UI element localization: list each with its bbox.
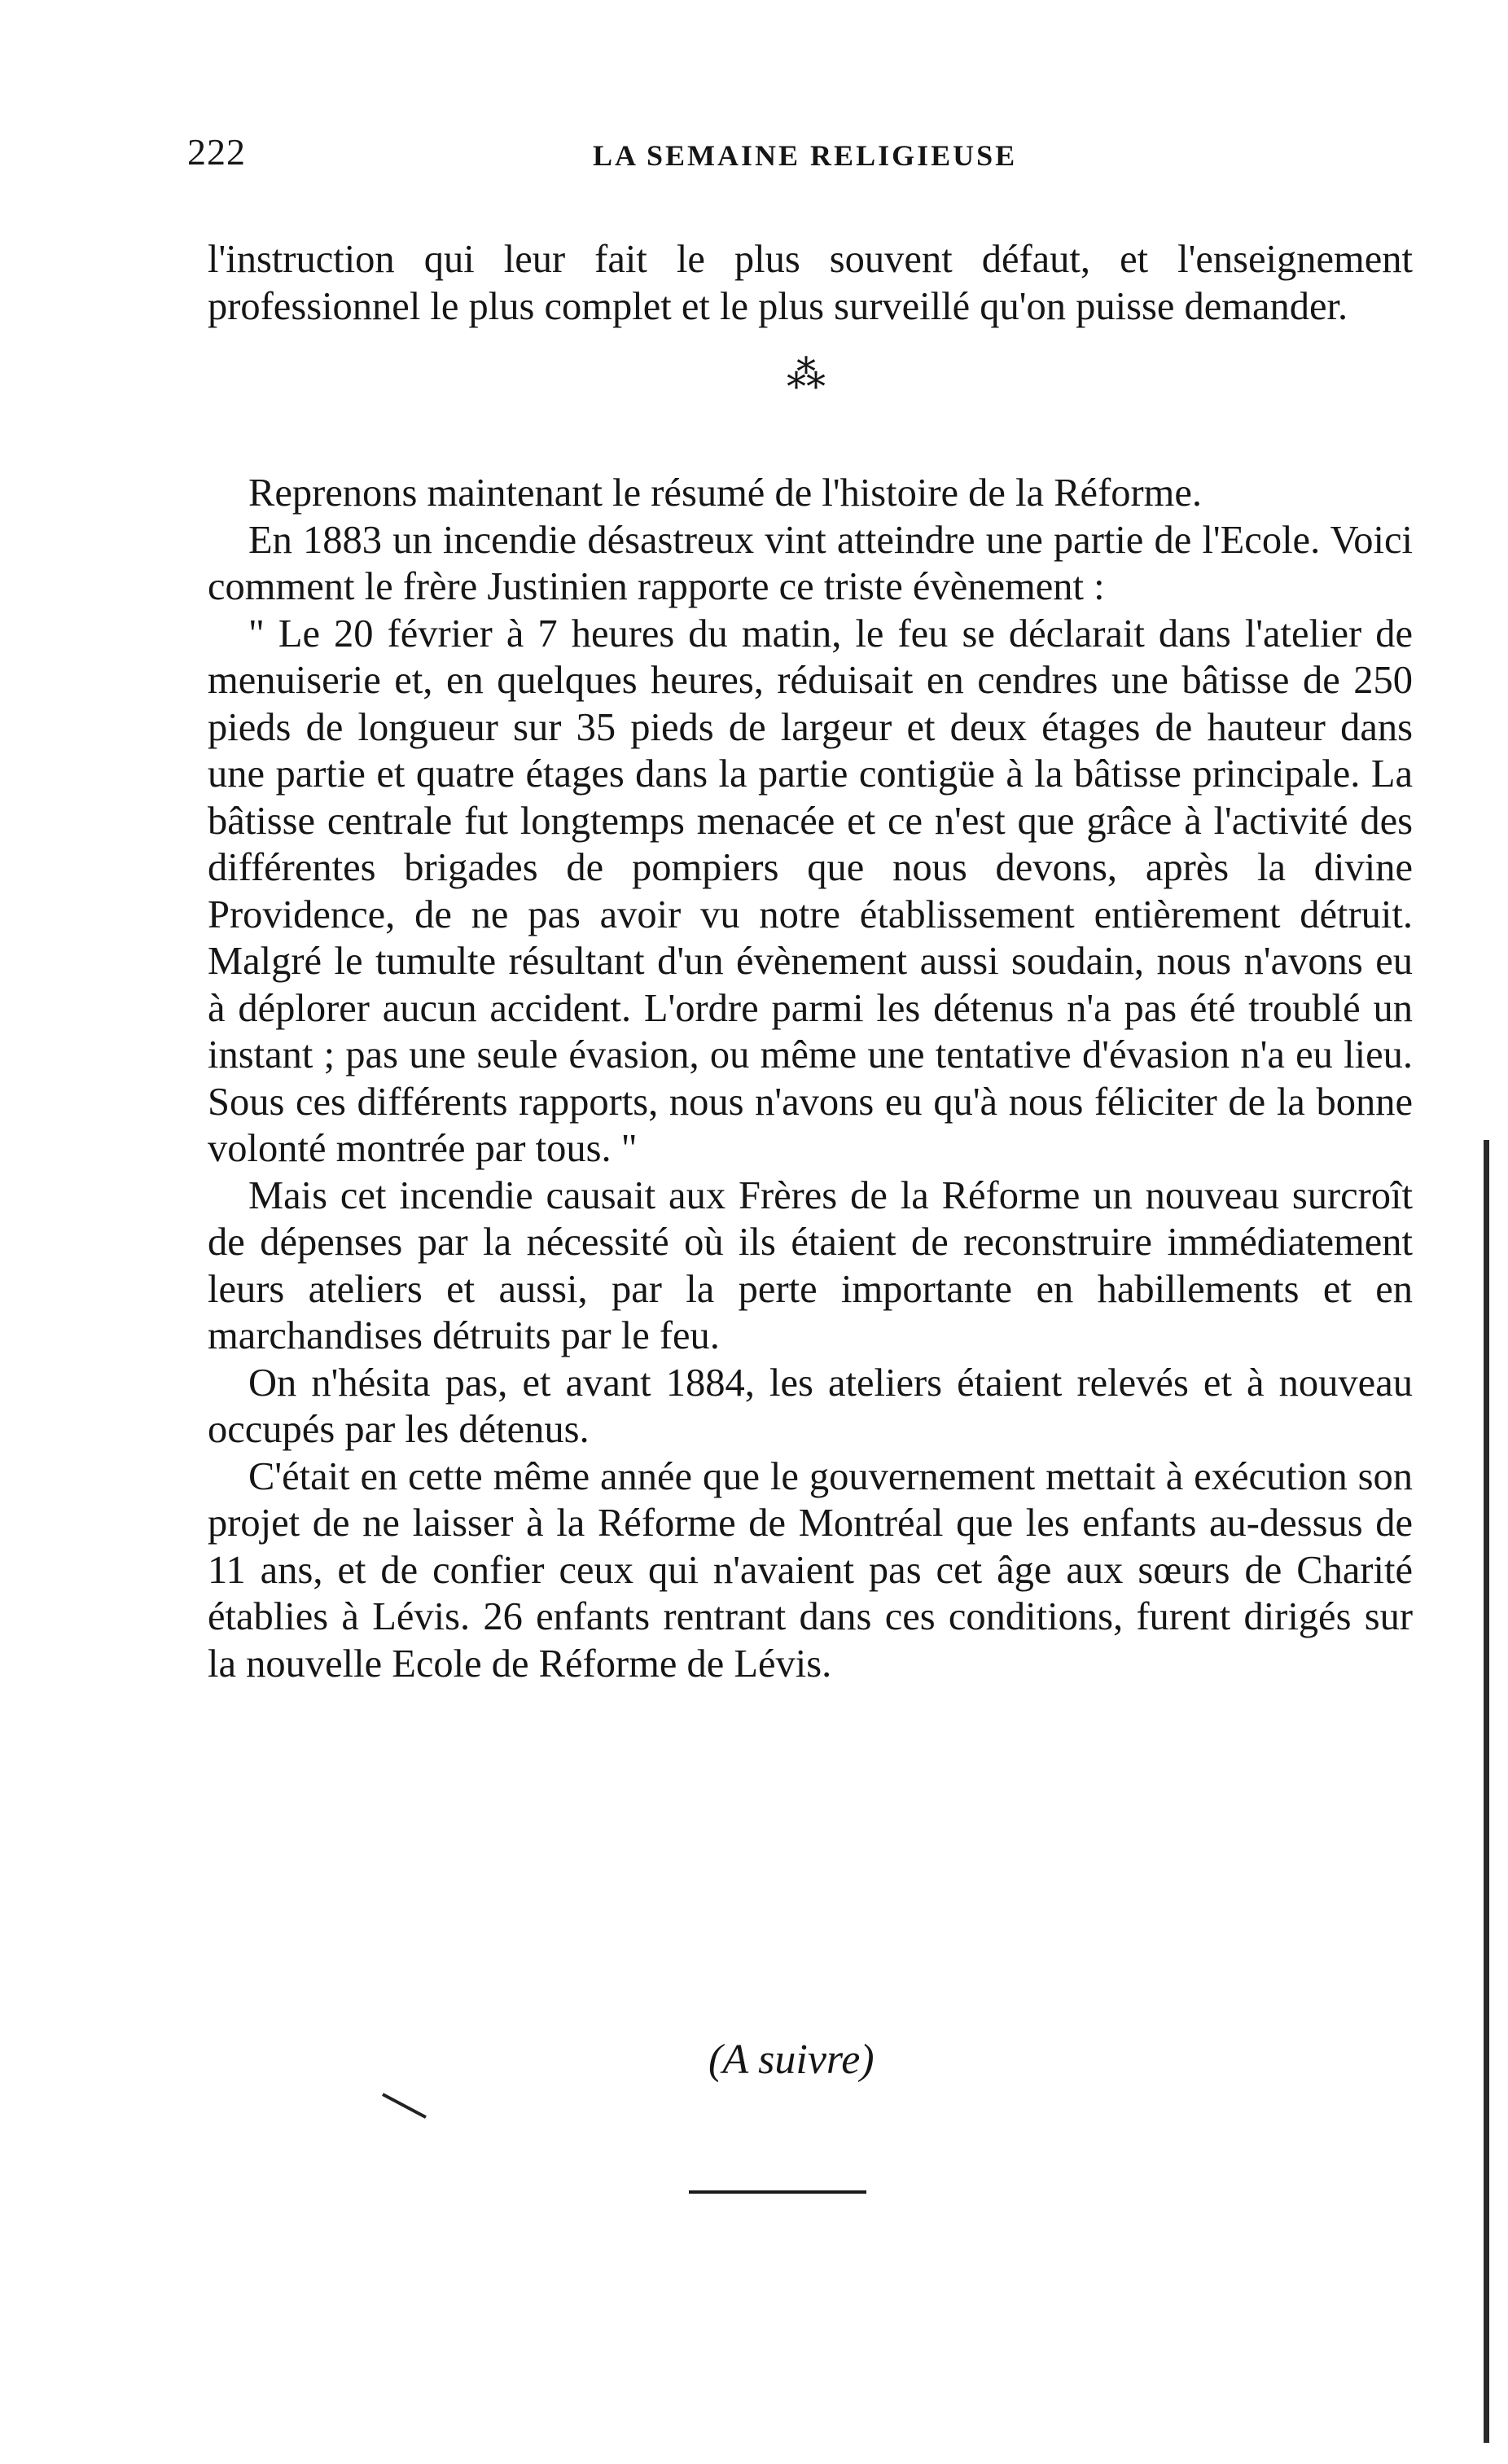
page-header (187, 122, 1409, 187)
page-number: 222 (187, 131, 246, 173)
stray-mark (382, 2093, 427, 2119)
article-body (208, 236, 1413, 1687)
paragraph-2: Reprenons maintenant le résumé de l'histoire de la Réforme. (248, 471, 1203, 515)
paragraph-5: Mais cet incendie causait aux Frères de la Réforme un nouveau surcroît de dépenses par la nécessité où ils étaient de reconstruire immédiatement leurs ateliers et aussi, par la perte importante en habillements et en marchandises détruits par le feu. (208, 1173, 1413, 1357)
end-rule (689, 2190, 866, 2194)
asterism-icon: ⁂ (787, 353, 826, 397)
paragraph-7: C'était en cette même année que le gouvernement mettait à exécution son projet de ne laisser à la Réforme de Montréal que les enfants au-dessus de 11 ans, et de confier ceux qui n'avaient pas cet âge aux sœurs de Charité établies à Lévis. 26 enfants rentrant dans ces conditions, furent dirigés sur la nouvelle Ecole de Réforme de Lévis. (208, 1454, 1413, 1686)
paragraph-6: On n'hésita pas, et avant 1884, les ateliers étaient relevés et à nouveau occupés par les détenus. (208, 1361, 1413, 1451)
to-be-continued-note: (A suivre) (708, 2037, 875, 2083)
paragraph-1: l'instruction qui leur fait le plus souvent défaut, et l'enseignement professionnel le plus complet et le plus surveillé qu'on puisse demander. (208, 238, 1413, 328)
section-separator (208, 330, 1413, 470)
running-title: LA SEMAINE RELIGIEUSE (593, 139, 1018, 172)
scan-edge-shadow (1484, 1140, 1489, 2443)
paragraph-4-quote: " Le 20 février à 7 heures du matin, le feu se déclarait dans l'atelier de menuiserie et, en quelques heures, réduisait en cendres une bâtisse de 250 pieds de longueur sur 35 pieds de largeur et deux étages de hauteur dans une partie et quatre étages dans la partie contigüe à la bâtisse principale. La bâtisse centrale fut longtemps menacée et ce n'est que grâce à l'activité des différentes brigades de pompiers que nous devons, après la divine Providence, de ne pas avoir vu notre établissement entièrement détruit. Malgré le tumulte résultant d'un évènement aussi soudain, nous n'avons eu à déplorer aucun accident. L'ordre parmi les détenus n'a pas été troublé un instant ; pas une seule évasion, ou même une tentative d'évasion n'a eu lieu. Sous ces différents rapports, nous n'avons eu qu'à nous féliciter de la bonne volonté montrée par tous. " (208, 612, 1413, 1170)
paragraph-3: En 1883 un incendie désastreux vint atteindre une partie de l'Ecole. Voici comment le frère Justinien rapporte ce triste évènement : (208, 518, 1413, 608)
